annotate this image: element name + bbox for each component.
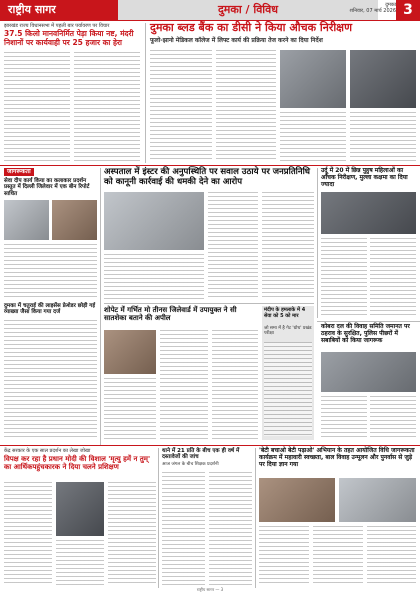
lead-deck: फूलो-झानो मेडिकल कॉलेज में लिफ्ट कार्य की प्रक्रिया तेज करने का दिया निर्देश: [150, 37, 323, 44]
lead-body-col4: [350, 112, 416, 162]
lead-headline: दुमका ब्लड बैंक का डीसी ने किया औचक निरीक्षण: [150, 21, 353, 34]
center-headline: शोपेट में गर्भित मो तीनस जिलेवार्ड में उपायुक्त ने सी सातशेका बताने की अपील: [104, 306, 237, 323]
column-divider: [158, 448, 159, 588]
right-top-body-col2: [370, 238, 416, 318]
left-mid-photo-1: [4, 200, 49, 240]
top-left-headline: 37.5 किलो मानवनिर्मित पेड़ा किया नष्ट, मंदरी निशानों पर कार्यवाही पर 25 हजार का हेरा: [4, 29, 134, 47]
bottom-mid-body-col1: [162, 472, 205, 586]
bottom-mid-body-col2: [209, 472, 252, 586]
hospital-body-col0: [104, 254, 204, 300]
top-left-body-col1: [4, 52, 70, 162]
hospital-photo: [104, 192, 204, 250]
cobra-body-col2: [370, 396, 416, 440]
bottom-right-headline: 'बेटी बचाओ बेटी पढ़ाओ' अभियान के तहत आयोजित विधि जागरूकता कार्यक्रम में महावारी स्वच्छता, बाल विवाह उन्मूलन और पुनर्वास से जुड़े पर दिया ज्ञान गया: [259, 447, 415, 468]
page-number: 3: [396, 0, 420, 20]
row-divider: [317, 321, 420, 322]
cobra-photo: [321, 352, 416, 392]
bottom-right-body-col2: [313, 526, 363, 586]
section-title: दुमका / विविध: [118, 0, 378, 20]
right-top-body-col1: [321, 238, 367, 318]
left-mid-photo-2: [52, 200, 97, 240]
hospital-body-col2: [262, 192, 314, 300]
row-divider: [104, 303, 314, 304]
lead-body-col2: [216, 50, 276, 162]
section-rule: [0, 445, 420, 446]
center-photo: [104, 330, 156, 374]
center-body-col2: [212, 330, 258, 440]
bottom-right-photo-1: [259, 478, 335, 522]
bottom-mid-subheadline: आज जंगल के बीच शिक्षक प्रदर्शनी: [162, 462, 219, 467]
section-rule: [0, 165, 420, 166]
column-divider: [100, 168, 101, 446]
left-mid-headline: सेवा दीप कार्य किया का कलाकार प्रदर्शन प्रस्तुत में दिल्ली जिलेवार में एक बीन रिपोर्ट साधित: [4, 178, 90, 197]
bottom-left-body-col3: [108, 482, 156, 586]
lead-photo-1: [280, 50, 346, 108]
left-label: जागरूकता: [4, 168, 34, 176]
bottom-left-body-col1: [4, 482, 52, 586]
hospital-headline: अस्पताल में इंस्टर की अनुपस्थिति पर सवाल उठाये पर जनप्रतिनिधि को कानूनी कार्रवाई की धमकी देने का आरोप: [104, 167, 311, 187]
cobra-body-col1: [321, 396, 367, 440]
left-mid-body: [4, 244, 97, 300]
snippet-subheadline: जो समा में है गेट 'ग्रोथ' प्रखंड परीक्षा: [264, 326, 312, 336]
bottom-left-photo: [56, 482, 104, 536]
snippet-body: [264, 342, 312, 436]
center-body-col1: [160, 330, 208, 440]
column-divider: [317, 168, 318, 318]
bottom-right-body-col1: [259, 526, 309, 586]
dateline: दुमका शनिवार, 07 मार्च 2026: [349, 2, 396, 14]
bottom-right-photo-2: [339, 478, 416, 522]
right-top-photo: [321, 192, 416, 234]
top-left-kicker: झारखंड राज्य विधानसभा में पहली बार पर्यावरण पर विचार: [4, 23, 110, 29]
bottom-right-body-col3: [367, 526, 416, 586]
left-mid-subheadline: दुमका में चतुराई की लाइसेंस फ्रेशेडर छोड़ी गई व्याख्या जैसा किया गया दर्ज: [4, 303, 96, 316]
center-body-col0: [104, 378, 156, 440]
bottom-left-headline: विपक्ष कर रहा है प्रधान मोदी की विशाल 'मृत्यु हमें न तुम्' का आर्थिकपहुंचकारक ने दिया चलने प्रशिक्षण: [4, 455, 151, 472]
snippet-headline: मंदीप के हमलाके में 4 सेवा को 5 को मार: [264, 307, 306, 319]
left-mid-body-2: [4, 320, 97, 440]
bottom-left-kicker: केंद्र सरकार के एक साल प्रदर्शन का लेखा जोखा: [4, 448, 91, 454]
top-left-body-col2: [74, 52, 140, 162]
column-divider: [255, 448, 256, 588]
bottom-left-body-col2: [56, 540, 104, 586]
page-footer: राष्ट्रीय सागर — 3: [196, 587, 224, 592]
lead-photo-2: [350, 50, 416, 108]
lead-body-col3: [280, 112, 346, 162]
column-divider: [145, 23, 146, 163]
cobra-headline: कोबरा दल की विवाह समिति जमानत पर ठहराव के सुरक्षित, पुलिस पीछरों में सबाबियों को किया जागरूक: [321, 323, 410, 344]
newspaper-brand: राष्ट्रीय सागर: [0, 0, 118, 20]
bottom-mid-headline: थाने में 21 प्रति के बीच एक ही वर्ष में दस्तावेजों की जांच: [162, 448, 240, 461]
hospital-body-col1: [208, 192, 258, 300]
lead-body-col1: [150, 50, 212, 162]
right-top-headline: उर्दू में 20 में छिन्न पुहुष महिलाओं का आँचक निरीक्षण, मुल्ला कक्षमा का दिया ज्यादा: [321, 167, 408, 188]
